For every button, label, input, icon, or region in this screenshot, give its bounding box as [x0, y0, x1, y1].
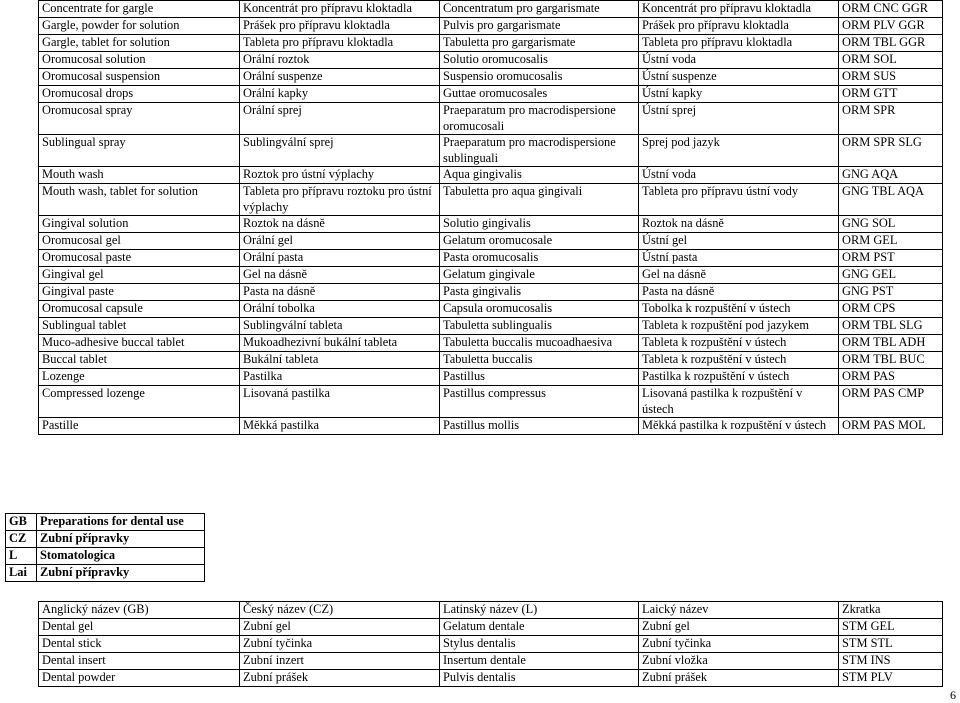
category-legend-body [6, 514, 205, 582]
table-row [39, 418, 943, 435]
cell-latin-name: Pulvis dentalis [440, 670, 639, 687]
cell-czech-name: Zubní prášek [240, 670, 440, 687]
cell-english-name: Gingival gel [39, 267, 240, 284]
table-row [39, 1, 943, 18]
cell-latin-name: Solutio oromucosalis [440, 52, 639, 69]
cell-lay-name: Prášek pro přípravu kloktadla [639, 18, 839, 35]
table-row [39, 52, 943, 69]
table-row [39, 216, 943, 233]
dosage-forms-table [38, 0, 943, 435]
cell-abbreviation: ORM PLV GGR [839, 18, 943, 35]
cell-lay-name: Roztok na dásně [639, 216, 839, 233]
cell-lay-name: Ústní voda [639, 52, 839, 69]
cell-czech-name: Orální sprej [240, 103, 440, 135]
cell-lay-name: Tobolka k rozpuštění v ústech [639, 301, 839, 318]
cell-latin-name: Capsula oromucosalis [440, 301, 639, 318]
cell-lay-name: Tableta k rozpuštění pod jazykem [639, 318, 839, 335]
cell-latin-name: Pastillus compressus [440, 386, 639, 418]
legend-category-name: Stomatologica [37, 548, 205, 565]
cell-english-name: Gargle, tablet for solution [39, 35, 240, 52]
cell-lay-name: Zubní vložka [639, 653, 839, 670]
legend-row [6, 531, 205, 548]
cell-czech-name: Bukální tableta [240, 352, 440, 369]
cell-english-name: Oromucosal capsule [39, 301, 240, 318]
cell-english-name: Dental gel [39, 619, 240, 636]
table-row [39, 267, 943, 284]
cell-czech-name: Gel na dásně [240, 267, 440, 284]
cell-lay-name: Gel na dásně [639, 267, 839, 284]
cell-latin-name: Pasta oromucosalis [440, 250, 639, 267]
cell-czech-name: Koncentrát pro přípravu kloktadla [240, 1, 440, 18]
table-row [39, 135, 943, 167]
cell-abbreviation: GNG SOL [839, 216, 943, 233]
cell-english-name: Mouth wash [39, 167, 240, 184]
column-header-english: Anglický název (GB) [39, 602, 240, 619]
legend-row [6, 565, 205, 582]
dental-forms-table [38, 601, 943, 687]
cell-latin-name: Suspensio oromucosalis [440, 69, 639, 86]
cell-czech-name: Pasta na dásně [240, 284, 440, 301]
cell-latin-name: Pastillus mollis [440, 418, 639, 435]
table-header-row [39, 602, 943, 619]
dosage-forms-table-body [39, 1, 943, 435]
category-legend-table [5, 513, 205, 582]
cell-lay-name: Tableta pro přípravu ústní vody [639, 184, 839, 216]
legend-category-name: Preparations for dental use [37, 514, 205, 531]
dental-forms-table-body [39, 602, 943, 687]
cell-english-name: Lozenge [39, 369, 240, 386]
cell-abbreviation: ORM PAS [839, 369, 943, 386]
cell-latin-name: Gelatum dentale [440, 619, 639, 636]
table-row [39, 670, 943, 687]
cell-czech-name: Orální tobolka [240, 301, 440, 318]
legend-row [6, 548, 205, 565]
cell-latin-name: Pasta gingivalis [440, 284, 639, 301]
cell-abbreviation: ORM SPR SLG [839, 135, 943, 167]
column-header-abbreviation: Zkratka [839, 602, 943, 619]
cell-lay-name: Lisovaná pastilka k rozpuštění v ústech [639, 386, 839, 418]
cell-czech-name: Sublingvální tableta [240, 318, 440, 335]
cell-abbreviation: GNG TBL AQA [839, 184, 943, 216]
cell-english-name: Muco-adhesive buccal tablet [39, 335, 240, 352]
cell-lay-name: Koncentrát pro přípravu kloktadla [639, 1, 839, 18]
column-header-latin: Latinský název (L) [440, 602, 639, 619]
cell-latin-name: Tabuletta sublingualis [440, 318, 639, 335]
cell-lay-name: Ústní sprej [639, 103, 839, 135]
cell-lay-name: Zubní tyčinka [639, 636, 839, 653]
legend-language-code: GB [6, 514, 37, 531]
cell-abbreviation: ORM PAS CMP [839, 386, 943, 418]
cell-abbreviation: ORM PAS MOL [839, 418, 943, 435]
cell-english-name: Gingival paste [39, 284, 240, 301]
table-row [39, 35, 943, 52]
cell-czech-name: Zubní gel [240, 619, 440, 636]
cell-abbreviation: STM INS [839, 653, 943, 670]
cell-lay-name: Ústní voda [639, 167, 839, 184]
cell-abbreviation: STM GEL [839, 619, 943, 636]
cell-latin-name: Pulvis pro gargarismate [440, 18, 639, 35]
cell-latin-name: Pastillus [440, 369, 639, 386]
table-row [39, 103, 943, 135]
table-row [39, 233, 943, 250]
cell-czech-name: Orální gel [240, 233, 440, 250]
cell-english-name: Gingival solution [39, 216, 240, 233]
cell-abbreviation: ORM GTT [839, 86, 943, 103]
cell-english-name: Concentrate for gargle [39, 1, 240, 18]
cell-czech-name: Zubní inzert [240, 653, 440, 670]
table-row [39, 653, 943, 670]
cell-english-name: Oromucosal gel [39, 233, 240, 250]
cell-latin-name: Tabuletta pro aqua gingivali [440, 184, 639, 216]
table-row [39, 318, 943, 335]
cell-latin-name: Guttae oromucosales [440, 86, 639, 103]
cell-abbreviation: ORM SUS [839, 69, 943, 86]
cell-czech-name: Roztok pro ústní výplachy [240, 167, 440, 184]
legend-row [6, 514, 205, 531]
cell-lay-name: Tableta k rozpuštění v ústech [639, 335, 839, 352]
table-row [39, 369, 943, 386]
legend-language-code: Lai [6, 565, 37, 582]
cell-czech-name: Tableta pro přípravu kloktadla [240, 35, 440, 52]
table-row [39, 386, 943, 418]
cell-abbreviation: ORM TBL BUC [839, 352, 943, 369]
cell-english-name: Oromucosal drops [39, 86, 240, 103]
cell-lay-name: Měkká pastilka k rozpuštění v ústech [639, 418, 839, 435]
cell-czech-name: Pastilka [240, 369, 440, 386]
table-row [39, 184, 943, 216]
table-row [39, 636, 943, 653]
cell-english-name: Sublingual tablet [39, 318, 240, 335]
cell-czech-name: Orální suspenze [240, 69, 440, 86]
table-row [39, 284, 943, 301]
table-row [39, 335, 943, 352]
cell-latin-name: Aqua gingivalis [440, 167, 639, 184]
cell-abbreviation: STM PLV [839, 670, 943, 687]
cell-czech-name: Měkká pastilka [240, 418, 440, 435]
cell-english-name: Pastille [39, 418, 240, 435]
column-header-czech: Český název (CZ) [240, 602, 440, 619]
cell-english-name: Dental powder [39, 670, 240, 687]
cell-latin-name: Praeparatum pro macrodispersione oromucosali [440, 103, 639, 135]
cell-czech-name: Roztok na dásně [240, 216, 440, 233]
cell-english-name: Buccal tablet [39, 352, 240, 369]
table-row [39, 619, 943, 636]
table-row [39, 18, 943, 35]
cell-latin-name: Gelatum gingivale [440, 267, 639, 284]
legend-category-name: Zubní přípravky [37, 531, 205, 548]
cell-latin-name: Concentratum pro gargarismate [440, 1, 639, 18]
cell-czech-name: Orální roztok [240, 52, 440, 69]
cell-english-name: Oromucosal paste [39, 250, 240, 267]
cell-english-name: Oromucosal solution [39, 52, 240, 69]
cell-abbreviation: GNG PST [839, 284, 943, 301]
cell-english-name: Sublingual spray [39, 135, 240, 167]
cell-abbreviation: ORM CNC GGR [839, 1, 943, 18]
table-row [39, 69, 943, 86]
cell-lay-name: Pasta na dásně [639, 284, 839, 301]
cell-latin-name: Praeparatum pro macrodispersione sublinguali [440, 135, 639, 167]
cell-czech-name: Zubní tyčinka [240, 636, 440, 653]
cell-lay-name: Zubní gel [639, 619, 839, 636]
cell-lay-name: Ústní kapky [639, 86, 839, 103]
cell-latin-name: Tabuletta pro gargarismate [440, 35, 639, 52]
legend-category-name: Zubní přípravky [37, 565, 205, 582]
table-row [39, 301, 943, 318]
cell-latin-name: Solutio gingivalis [440, 216, 639, 233]
table-row [39, 352, 943, 369]
table-row [39, 86, 943, 103]
legend-language-code: CZ [6, 531, 37, 548]
cell-lay-name: Zubní prášek [639, 670, 839, 687]
cell-czech-name: Tableta pro přípravu roztoku pro ústní výplachy [240, 184, 440, 216]
page-number: 6 [950, 688, 956, 702]
cell-latin-name: Stylus dentalis [440, 636, 639, 653]
cell-abbreviation: STM STL [839, 636, 943, 653]
cell-english-name: Mouth wash, tablet for solution [39, 184, 240, 216]
cell-english-name: Oromucosal spray [39, 103, 240, 135]
cell-lay-name: Ústní suspenze [639, 69, 839, 86]
cell-abbreviation: GNG AQA [839, 167, 943, 184]
cell-czech-name: Orální pasta [240, 250, 440, 267]
cell-abbreviation: GNG GEL [839, 267, 943, 284]
cell-lay-name: Tableta k rozpuštění v ústech [639, 352, 839, 369]
cell-english-name: Oromucosal suspension [39, 69, 240, 86]
cell-latin-name: Tabuletta buccalis mucoadhaesiva [440, 335, 639, 352]
cell-latin-name: Gelatum oromucosale [440, 233, 639, 250]
cell-english-name: Dental stick [39, 636, 240, 653]
cell-abbreviation: ORM CPS [839, 301, 943, 318]
cell-lay-name: Ústní gel [639, 233, 839, 250]
cell-czech-name: Lisovaná pastilka [240, 386, 440, 418]
cell-abbreviation: ORM TBL GGR [839, 35, 943, 52]
cell-english-name: Compressed lozenge [39, 386, 240, 418]
cell-english-name: Dental insert [39, 653, 240, 670]
column-header-lay: Laický název [639, 602, 839, 619]
cell-abbreviation: ORM PST [839, 250, 943, 267]
legend-language-code: L [6, 548, 37, 565]
cell-english-name: Gargle, powder for solution [39, 18, 240, 35]
cell-latin-name: Tabuletta buccalis [440, 352, 639, 369]
cell-czech-name: Orální kapky [240, 86, 440, 103]
cell-latin-name: Insertum dentale [440, 653, 639, 670]
cell-abbreviation: ORM SPR [839, 103, 943, 135]
cell-lay-name: Pastilka k rozpuštění v ústech [639, 369, 839, 386]
cell-czech-name: Sublingvální sprej [240, 135, 440, 167]
cell-lay-name: Sprej pod jazyk [639, 135, 839, 167]
cell-abbreviation: ORM TBL SLG [839, 318, 943, 335]
table-row [39, 250, 943, 267]
cell-czech-name: Prášek pro přípravu kloktadla [240, 18, 440, 35]
cell-czech-name: Mukoadhezivní bukální tableta [240, 335, 440, 352]
cell-lay-name: Ústní pasta [639, 250, 839, 267]
cell-abbreviation: ORM TBL ADH [839, 335, 943, 352]
cell-abbreviation: ORM SOL [839, 52, 943, 69]
table-row [39, 167, 943, 184]
cell-lay-name: Tableta pro přípravu kloktadla [639, 35, 839, 52]
cell-abbreviation: ORM GEL [839, 233, 943, 250]
